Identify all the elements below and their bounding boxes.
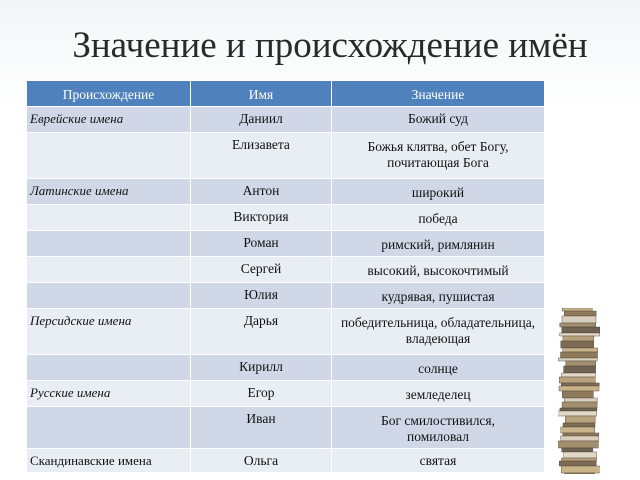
meaning-value: кудрявая, пушистая [381, 289, 495, 304]
name-cell [191, 407, 332, 449]
table-row [27, 381, 545, 407]
meaning-value: святая [419, 453, 457, 468]
meaning-value: Божий суд [408, 111, 468, 126]
meaning-cell [332, 107, 545, 133]
meaning-cell [332, 449, 545, 473]
table-row [27, 355, 545, 381]
name-value: Антон [242, 183, 280, 198]
meaning-value: победительница, обладательница, владеющая [340, 315, 536, 346]
table-header-row [27, 81, 545, 107]
name-value: Иван [246, 411, 276, 426]
name-value: Дарья [243, 313, 279, 328]
meaning-value: высокий, высокочтимый [367, 263, 509, 278]
table-row [27, 231, 545, 257]
meaning-value: Бог смилостивился, помиловал [380, 413, 496, 444]
name-value: Роман [243, 235, 279, 250]
meaning-cell [332, 283, 545, 309]
table-row [27, 107, 545, 133]
table-row [27, 179, 545, 205]
origin-cell [27, 449, 191, 473]
meaning-value: солнце [418, 361, 458, 376]
origin-label: Еврейские имена [30, 111, 124, 126]
meaning-cell [332, 309, 545, 355]
origin-cell [27, 381, 191, 407]
origin-cell [27, 355, 191, 381]
meaning-cell [332, 205, 545, 231]
origin-cell [27, 283, 191, 309]
name-value: Кирилл [239, 359, 283, 374]
name-cell [191, 107, 332, 133]
header-origin: Происхождение [62, 87, 155, 102]
header-origin-cell [27, 81, 191, 107]
name-value: Даниил [239, 111, 283, 126]
origin-cell [27, 205, 191, 231]
name-value: Сергей [240, 261, 282, 276]
name-cell [191, 355, 332, 381]
name-cell [191, 257, 332, 283]
name-value: Виктория [233, 209, 289, 224]
origin-label: Латинские имена [30, 183, 129, 198]
meaning-value: римский, римлянин [381, 237, 495, 252]
name-cell [191, 133, 332, 179]
header-name-cell [191, 81, 332, 107]
meaning-value: победа [418, 211, 458, 226]
page-title: Значение и происхождение имён [72, 25, 588, 66]
name-cell [191, 179, 332, 205]
table-row [27, 205, 545, 231]
origin-cell [27, 309, 191, 355]
header-name: Имя [248, 87, 274, 102]
name-value: Елизавета [232, 137, 290, 152]
meaning-cell [332, 179, 545, 205]
name-value: Егор [247, 385, 275, 400]
origin-cell [27, 133, 191, 179]
table-row [27, 407, 545, 449]
name-cell [191, 205, 332, 231]
name-value: Юлия [244, 287, 278, 302]
name-cell [191, 309, 332, 355]
origin-label: Скандинавские имена [30, 453, 152, 468]
header-meaning-cell [332, 81, 545, 107]
header-meaning: Значение [411, 87, 465, 102]
table-row [27, 449, 545, 473]
name-cell [191, 381, 332, 407]
table-row [27, 257, 545, 283]
table-row [27, 283, 545, 309]
meaning-cell [332, 381, 545, 407]
book-stack-icon [558, 308, 600, 474]
origin-cell [27, 407, 191, 449]
name-cell [191, 231, 332, 257]
meaning-cell [332, 355, 545, 381]
name-cell [191, 283, 332, 309]
origin-cell [27, 231, 191, 257]
meaning-cell [332, 133, 545, 179]
origin-label: Русские имена [30, 385, 111, 400]
origin-cell [27, 179, 191, 205]
names-table [26, 80, 546, 474]
meaning-cell [332, 231, 545, 257]
table-row [27, 309, 545, 355]
meaning-cell [332, 257, 545, 283]
origin-cell [27, 107, 191, 133]
origin-label: Персидские имена [30, 313, 132, 328]
meaning-cell [332, 407, 545, 449]
table-row [27, 133, 545, 179]
origin-cell [27, 257, 191, 283]
name-cell [191, 449, 332, 473]
name-value: Ольга [243, 453, 279, 468]
meaning-value: широкий [411, 185, 465, 200]
meaning-value: Божья клятва, обет Богу, почитающая Бога [367, 139, 509, 170]
meaning-value: земледелец [405, 387, 471, 402]
